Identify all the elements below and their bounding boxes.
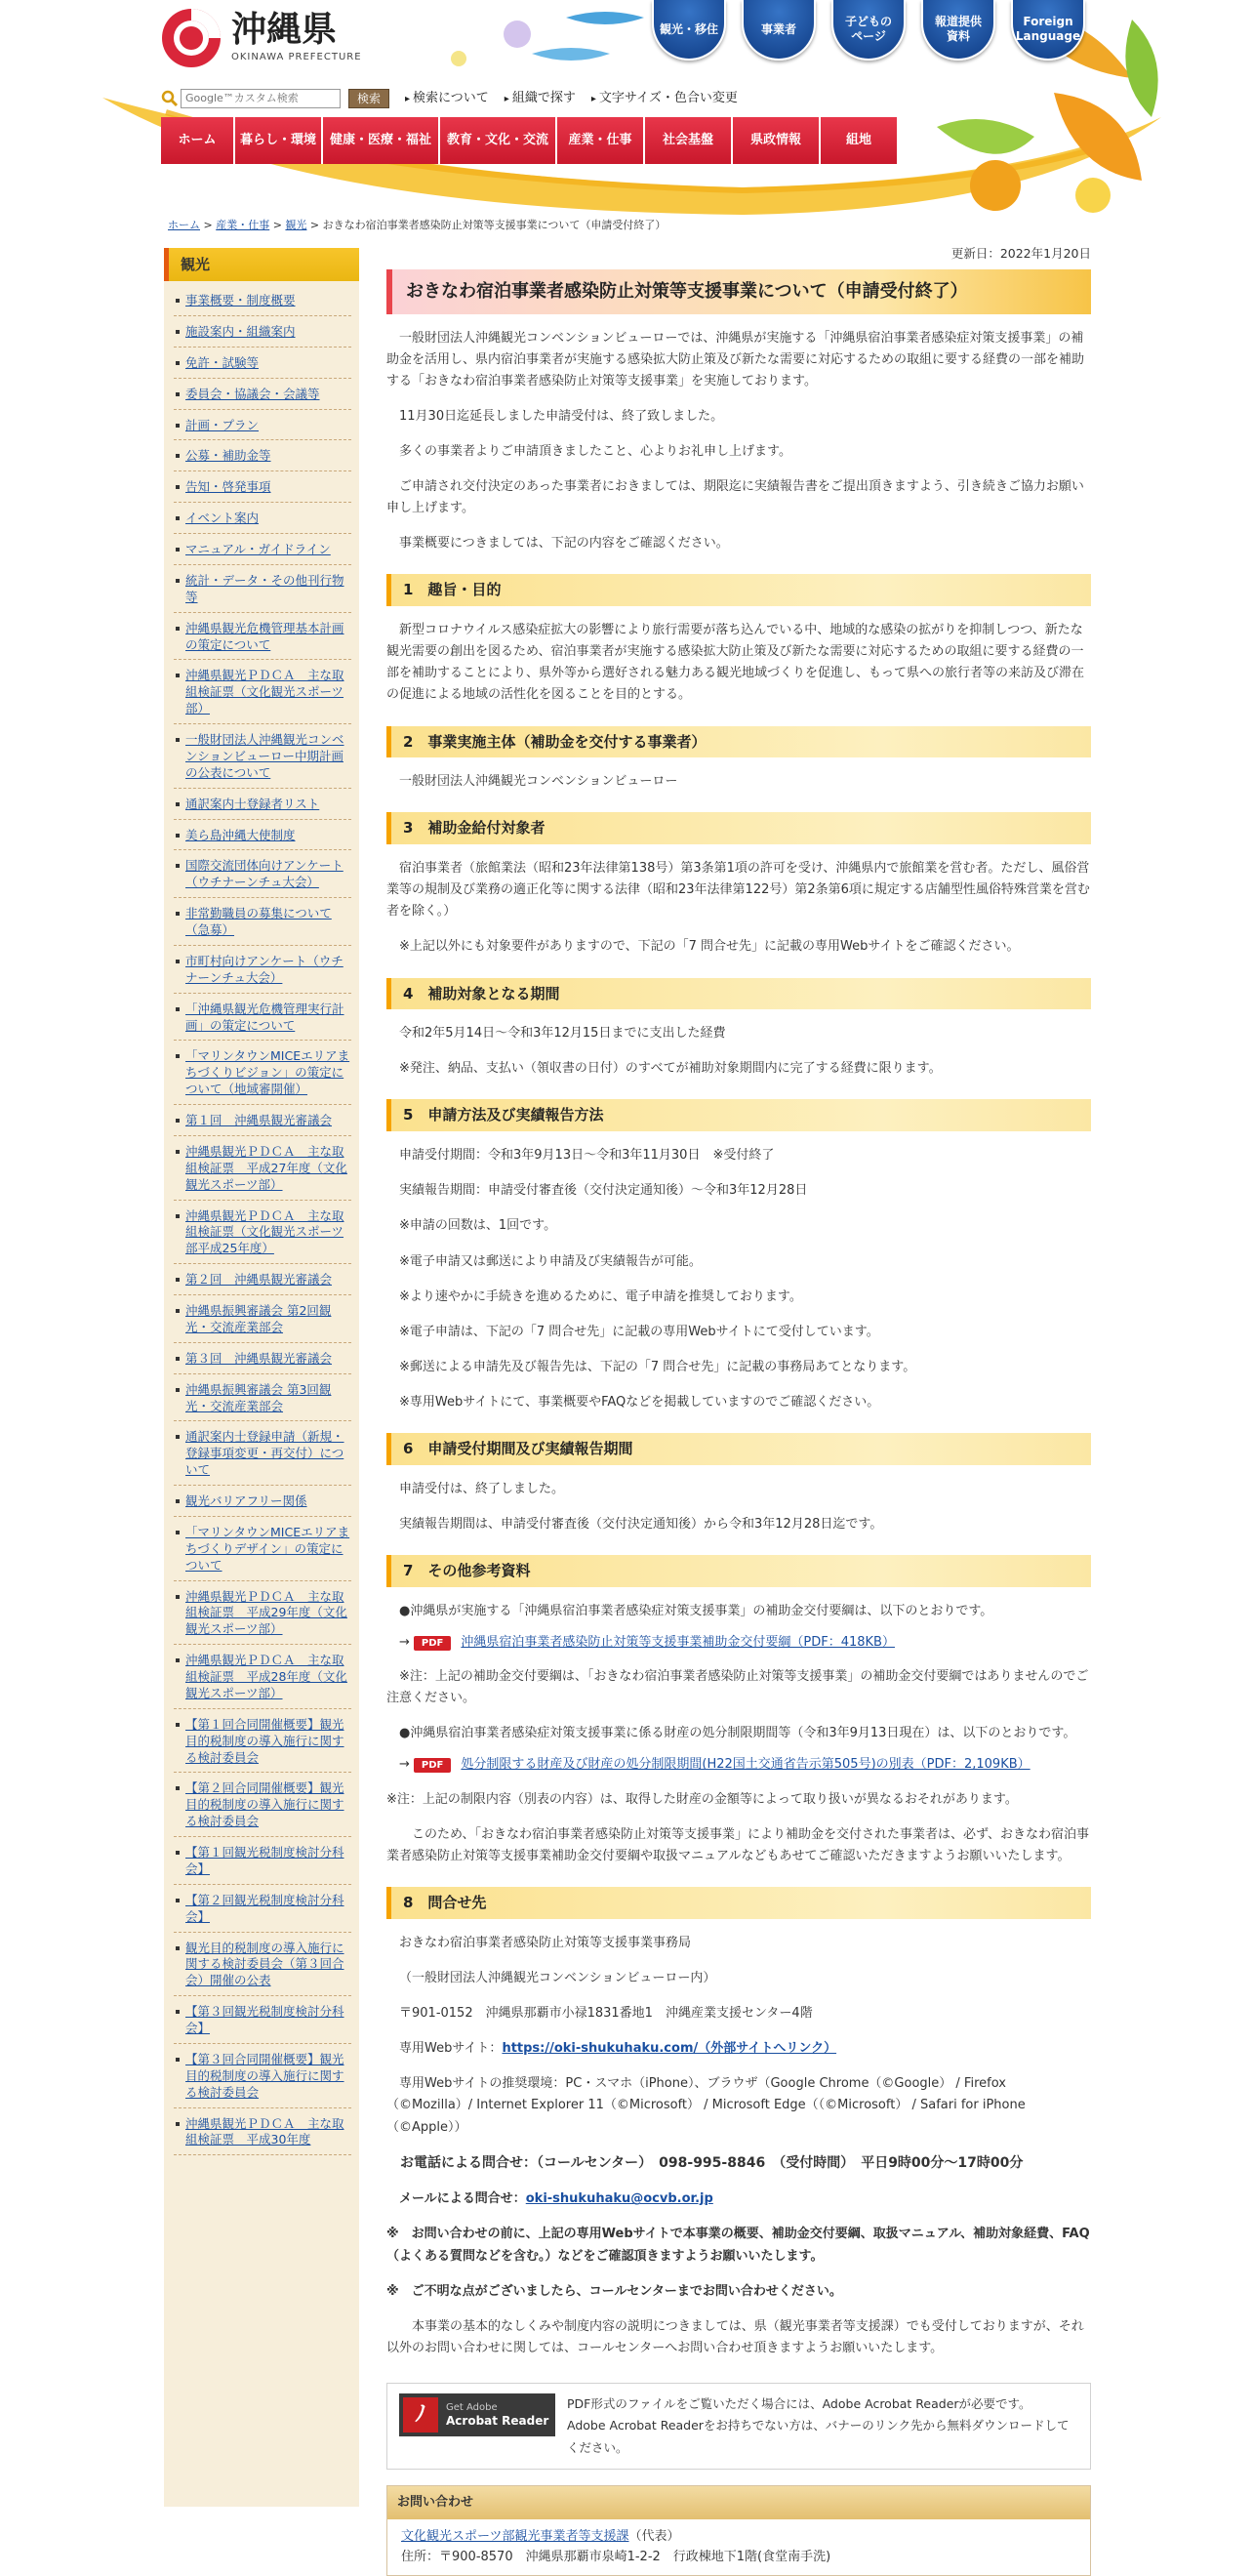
intro-paragraph: 一般財団法人沖縄観光コンベンションビューローでは、沖縄県が実施する「沖縄県宿泊事業者感染症対策支援事業」の補助金を活用し、県内宿泊事業者が実施する感染拡大防止策及び新たな需要に対応するための取組に要する経費の一部を補助する「おきなわ宿泊事業者感染防止対策等支援事業」を実施しております。 bbox=[386, 330, 1085, 388]
sidebar-item-link[interactable]: 【第２回合同開催概要】観光目的税制度の導入施行に関する検討委員会 bbox=[185, 1780, 344, 1829]
sidebar-item-link[interactable]: 沖縄県観光ＰＤＣＡ 主な取組検証票 平成28年度（文化観光スポーツ部） bbox=[185, 1653, 347, 1700]
asset-disposal-pdf-link[interactable]: 処分制限する財産及び財産の処分制限期間(H22国土交通省告示第505号)の別表（PDF：2,109KB） bbox=[461, 1757, 1031, 1773]
okinawa-emblem-icon bbox=[161, 8, 222, 68]
circle-link-press[interactable]: 報道提供 資料 bbox=[921, 0, 995, 61]
sidebar-item bbox=[174, 820, 351, 851]
circle-link-business[interactable]: 事業者 bbox=[742, 0, 816, 61]
section-heading-reception: 6 申請受付期間及び実績報告期間 bbox=[386, 1433, 1091, 1465]
nav-living[interactable]: 暮らし・環境 bbox=[235, 117, 323, 164]
sidebar-item bbox=[174, 660, 351, 724]
sidebar-item bbox=[174, 1837, 351, 1885]
sidebar-item bbox=[174, 1933, 351, 1997]
sidebar-item bbox=[174, 565, 351, 613]
sidebar-item bbox=[174, 503, 351, 534]
breadcrumb-tourism[interactable]: 観光 bbox=[285, 219, 307, 231]
sidebar-item-link[interactable]: 国際交流団体向けアンケート（ウチナーンチュ大会） bbox=[185, 858, 344, 890]
sidebar-item-link[interactable]: 【第１回観光税制度検討分科会】 bbox=[185, 1845, 344, 1876]
sidebar-item-link[interactable]: マニュアル・ガイドライン bbox=[185, 542, 331, 556]
sidebar-item-link[interactable]: 沖縄県観光ＰＤＣＡ 主な取組検証票（文化観光スポーツ部） bbox=[185, 668, 344, 716]
sidebar-item-link[interactable]: 沖縄県振興審議会 第2回観光・交流産業部会 bbox=[185, 1303, 332, 1334]
sidebar-item bbox=[174, 1773, 351, 1837]
sidebar-item bbox=[174, 789, 351, 820]
sidebar-item-link[interactable]: 統計・データ・その他刊行物等 bbox=[185, 572, 344, 604]
contact-phone: お電話による問合せ：（コールセンター） 098-995-8846 （受付時間） 平日9時00分～17時00分 bbox=[400, 2154, 1024, 2171]
sidebar-item bbox=[174, 1885, 351, 1933]
acrobat-icon: ﾉ bbox=[403, 2397, 438, 2433]
circle-link-kids[interactable]: 子どもの ページ bbox=[831, 0, 906, 61]
sidebar-item-link[interactable]: 【第３回観光税制度検討分科会】 bbox=[185, 2004, 344, 2035]
inquiry-title: お問い合わせ bbox=[387, 2486, 1090, 2518]
search-button[interactable]: 検索 bbox=[348, 89, 389, 108]
nav-health[interactable]: 健康・医療・福祉 bbox=[323, 117, 440, 164]
logo-subtitle: OKINAWA PREFECTURE bbox=[231, 51, 362, 62]
contact-website: 専用Webサイト：https://oki-shukuhaku.com/（外部サイトへリンク） bbox=[399, 2041, 837, 2057]
sidebar-item-link[interactable]: 第１回 沖縄県観光審議会 bbox=[185, 1113, 333, 1127]
pdf-icon: PDF bbox=[414, 1636, 451, 1651]
inquiry-box: お問い合わせ 文化観光スポーツ部観光事業者等支援課（代表） 住所：〒900-8570 沖縄県那覇市泉崎1-2-2 行政棟地下1階(食堂南手洗) bbox=[386, 2485, 1091, 2576]
sidebar-item bbox=[174, 1201, 351, 1265]
sidebar-item-link[interactable]: 沖縄県観光危機管理基本計画の策定について bbox=[185, 620, 344, 652]
sidebar-item-link[interactable]: イベント案内 bbox=[185, 511, 260, 526]
section-text: 宿泊事業者（旅館業法（昭和23年法律第138号）第3条第1項の許可を受け、沖縄県内で旅館業を営む者。ただし、風俗営業等の規制及び業務の適正化等に関する法律（昭和23年法律第122号）第2条第6項に規定する店舗型性風俗特殊営業を営む者を除く。） bbox=[386, 861, 1090, 920]
section-text: 新型コロナウイルス感染症拡大の影響により旅行需要が落ち込んでいる中、地域的な感染の拡がりを抑制しつつ、新たな観光需要の創出を図るため、宿泊事業者が実施する感染拡大防止策及び新たな需要に対応するための取組に要する経費の一部を補助することにより、県外等から選好される魅力ある観光地域づくりを促進し、もって県への旅行者等の来訪及び滞在の促進による地域の活性化を図ることを目的とする。 bbox=[386, 623, 1085, 703]
section-line: ※電子申請又は郵送により申請及び実績報告が可能。 bbox=[399, 1253, 702, 1269]
sidebar-item bbox=[174, 1264, 351, 1295]
sidebar-item-link[interactable]: 沖縄県観光ＰＤＣＡ 主な取組検証票 平成30年度 bbox=[185, 2115, 344, 2147]
sidebar-item-link[interactable]: 公募・補助金等 bbox=[185, 448, 271, 464]
sidebar-item-link[interactable]: 通訳案内士登録者リスト bbox=[185, 796, 320, 811]
pdf-link-row: → PDF 処分制限する財産及び財産の処分制限期間(H22国土交通省告示第505号)の別表（PDF：2,109KB） bbox=[386, 1754, 1091, 1775]
sidebar-item bbox=[174, 946, 351, 994]
sidebar-item-link[interactable]: 第２回 沖縄県観光審議会 bbox=[185, 1272, 333, 1288]
contact-address: 〒901-0152 沖縄県那覇市小禄1831番地1 沖縄産業支援センター4階 bbox=[399, 2006, 813, 2022]
contact-text: 本事業の基本的なしくみや制度内容の説明につきましては、県（観光事業者等支援課）でも受付しておりますが、それ以外のお問い合わせに関しては、コールセンターへお問い合わせ頂きますようお願いいたします。 bbox=[386, 2318, 1084, 2355]
section-heading-organizer: 2 事業実施主体（補助金を交付する事業者） bbox=[386, 726, 1091, 758]
font-size-color-link[interactable]: ▸ 文字サイズ・色合い変更 bbox=[591, 88, 738, 108]
acrobat-note: PDF形式のファイルをご覧いただく場合には、Adobe Acrobat Readerが必要です。 bbox=[567, 2395, 1031, 2411]
sidebar-item-link[interactable]: 沖縄県観光ＰＤＣＡ 主な取組検証票 平成29年度（文化観光スポーツ部） bbox=[185, 1588, 347, 1637]
sidebar-item-link[interactable]: 「マリンタウンMICEエリアまちづくりデザイン」の策定について bbox=[185, 1524, 350, 1573]
sidebar-item bbox=[174, 994, 351, 1042]
section-line: 実績報告期間：申請受付審査後（交付決定通知後）～令和3年12月28日 bbox=[399, 1183, 808, 1199]
contact-org-sub: （一般財団法人沖縄観光コンベンションビューロー内） bbox=[399, 1971, 716, 1986]
section-heading-references: 7 その他参考資料 bbox=[386, 1555, 1091, 1587]
search-input[interactable] bbox=[181, 89, 341, 108]
sidebar-item bbox=[174, 1709, 351, 1774]
section-heading-application: 5 申請方法及び実績報告方法 bbox=[386, 1099, 1091, 1131]
sidebar-item bbox=[174, 1421, 351, 1486]
sidebar-item-link[interactable]: 沖縄県観光ＰＤＣＡ 主な取組検証票（文化観光スポーツ部平成25年度） bbox=[185, 1207, 344, 1256]
section-line: ※専用Webサイトにて、事業概要やFAQなどを掲載していますのでご確認ください。 bbox=[399, 1394, 880, 1410]
section-text: このため、「おきなわ宿泊事業者感染防止対策等支援事業」により補助金を交付された事業者は、必ず、おきなわ宿泊事業者感染防止対策等支援事業補助金交付要綱や取扱マニュアルなどもあせてご確認いただきますようお願いいたします。 bbox=[386, 1827, 1089, 1864]
sidebar-item-link[interactable]: 非常勤職員の募集について（急募） bbox=[185, 906, 332, 937]
sidebar-item-link[interactable]: 観光バリアフリー関係 bbox=[185, 1493, 307, 1508]
section-note: ※発注、納品、支払い（領収書の日付）のすべてが補助対象期間内に完了する経費に限ります。 bbox=[399, 1061, 942, 1077]
sidebar-item bbox=[174, 1343, 351, 1374]
main-content bbox=[386, 244, 1091, 2576]
sidebar-item-link[interactable]: 「沖縄県観光危機管理実行計画」の策定について bbox=[185, 1001, 344, 1033]
department-link[interactable]: 文化観光スポーツ部観光事業者等支援課 bbox=[401, 2528, 629, 2544]
section-line: ※電子申請は、下記の「7 問合せ先」に記載の専用Webサイトにて受付しています。 bbox=[399, 1324, 879, 1339]
nav-infrastructure[interactable]: 社会基盤 bbox=[645, 117, 733, 164]
acrobat-banner bbox=[386, 2383, 1091, 2471]
section-text: 一般財団法人沖縄観光コンベンションビューロー bbox=[399, 774, 678, 790]
sidebar-item bbox=[174, 1041, 351, 1105]
sidebar-item-link[interactable]: 市町村向けアンケート（ウチナーンチュ大会） bbox=[185, 953, 344, 985]
sidebar-item bbox=[174, 1517, 351, 1581]
sidebar-item-link[interactable]: 一般財団法人沖縄観光コンベンションビューロー中期計画の公表について bbox=[185, 732, 344, 780]
sidebar-item bbox=[174, 2108, 351, 2156]
section-note: ※上記以外にも対象要件がありますので、下記の「7 問合せ先」に記載の専用Webサイトをご確認ください。 bbox=[399, 939, 1020, 955]
external-website-link[interactable]: https://oki-shukuhaku.com/（外部サイトへリンク） bbox=[502, 2041, 837, 2057]
section-heading-period: 4 補助対象となる期間 bbox=[386, 978, 1091, 1010]
section-heading-purpose: 1 趣旨・目的 bbox=[386, 574, 1091, 606]
intro-paragraph: 事業概要につきましては、下記の内容をご確認ください。 bbox=[399, 536, 729, 552]
breadcrumb-current: おきなわ宿泊事業者感染防止対策等支援事業について（申請受付終了） bbox=[322, 219, 667, 231]
sidebar-item-link[interactable]: 告知・啓発事項 bbox=[185, 479, 271, 495]
contact-org: おきなわ宿泊事業者感染防止対策等支援事業事務局 bbox=[399, 1935, 692, 1950]
section-line: ※郵送による申請先及び報告先は、下記の「7 問合せ先」に記載の事務局あてとなります。 bbox=[399, 1359, 916, 1374]
department-address: 住所：〒900-8570 沖縄県那覇市泉崎1-2-2 行政棟地下1階(食堂南手洗) bbox=[401, 2549, 831, 2564]
contact-warning: ※ お問い合わせの前に、上記の専用Webサイトで本事業の概要、補助金交付要綱、取扱マニュアル、補助対象経費、FAQ（よくある質問などを含む。）などをご確認頂きますようお願いいたします。 bbox=[386, 2227, 1090, 2264]
sidebar-item bbox=[174, 471, 351, 503]
sidebar-item bbox=[174, 316, 351, 348]
sidebar-item-link[interactable]: 【第２回観光税制度検討分科会】 bbox=[185, 1892, 344, 1924]
circle-link-tourism[interactable]: 観光・移住 bbox=[652, 0, 726, 61]
pdf-link-row: → PDF 沖縄県宿泊事業者感染防止対策等支援事業補助金交付要綱（PDF：418KB） bbox=[386, 1632, 1091, 1653]
section-line: ※申請の回数は、1回です。 bbox=[399, 1218, 557, 1234]
sidebar-title: 観光 bbox=[164, 248, 359, 281]
intro-paragraph: 多くの事業者よりご申請頂きましたこと、心よりお礼申し上げます。 bbox=[399, 444, 791, 460]
nav-industry[interactable]: 産業・仕事 bbox=[557, 117, 645, 164]
sidebar-item bbox=[174, 379, 351, 410]
quick-links bbox=[652, 0, 1101, 61]
nav-prefecture-info[interactable]: 県政情報 bbox=[733, 117, 821, 164]
global-nav bbox=[161, 117, 899, 164]
sidebar-item-link[interactable]: 美ら島沖縄大使制度 bbox=[185, 827, 296, 842]
sidebar-item bbox=[174, 1105, 351, 1136]
sidebar-item-link[interactable]: 事業概要・制度概要 bbox=[185, 293, 296, 307]
sidebar-item-link[interactable]: 免許・試験等 bbox=[185, 354, 260, 370]
page-title: おきなわ宿泊事業者感染防止対策等支援事業について（申請受付終了） bbox=[386, 269, 1091, 314]
email-link[interactable]: oki-shukuhaku@ocvb.or.jp bbox=[525, 2191, 713, 2207]
section-line: 申請受付は、終了しました。 bbox=[399, 1481, 565, 1496]
nav-home[interactable]: ホーム bbox=[161, 117, 235, 164]
search-icon bbox=[161, 90, 179, 107]
sidebar-item bbox=[174, 724, 351, 789]
breadcrumb-home[interactable]: ホーム bbox=[168, 219, 200, 231]
org-search-link[interactable]: ▸ 組織で探す bbox=[505, 88, 576, 108]
site-header bbox=[0, 0, 1253, 234]
intro-paragraph: 11月30日迄延長しました申請受付は、終了致しました。 bbox=[399, 408, 724, 424]
acrobat-note: Adobe Acrobat Readerをお持ちでない方は、バナーのリンク先から無料ダウンロードしてください。 bbox=[567, 2418, 1070, 2455]
section-line: ※より速やかに手続きを進めるために、電子申請を推奨しております。 bbox=[399, 1288, 802, 1304]
sidebar-item bbox=[174, 1374, 351, 1422]
contact-mail: メールによる問合せ：oki-shukuhaku@ocvb.or.jp bbox=[399, 2191, 713, 2207]
breadcrumb-industry[interactable]: 産業・仕事 bbox=[216, 219, 270, 231]
sidebar-item-link[interactable]: 第３回 沖縄県観光審議会 bbox=[185, 1350, 333, 1366]
sidebar-item-link[interactable]: 施設案内・組織案内 bbox=[185, 323, 296, 339]
sidebar bbox=[164, 248, 359, 2507]
sidebar-item bbox=[174, 534, 351, 565]
sidebar-menu bbox=[164, 281, 359, 2155]
search-bar bbox=[161, 88, 738, 108]
section-line: 実績報告期間は、申請受付審査後（交付決定通知後）から令和3年12月28日迄です。 bbox=[399, 1516, 883, 1532]
contact-env: 専用Webサイトの推奨環境：PC・スマホ（iPhone）、ブラウザ（Google Chrome（©Google） / Firefox（©Mozilla）/ Internet Explorer 11（©Microsoft） / Microsoft Edge（（©Microsoft） / Safari for iPhone（©Apple）） bbox=[386, 2076, 1026, 2135]
logo-title: 沖縄県 bbox=[231, 8, 338, 50]
updated-date: 更新日：2022年1月20日 bbox=[950, 246, 1091, 261]
section-text: ●沖縄県宿泊事業者感染症対策支援事業に係る財産の処分制限期間等（令和3年9月13日現在）は、以下のとおりです。 bbox=[399, 1726, 1076, 1741]
search-help-link[interactable]: ▸ 検索について bbox=[405, 88, 489, 108]
sidebar-item bbox=[174, 898, 351, 946]
sidebar-item-link[interactable]: 沖縄県観光ＰＤＣＡ 主な取組検証票 平成27年度（文化観光スポーツ部） bbox=[185, 1143, 347, 1192]
nav-education[interactable]: 教育・文化・交流 bbox=[440, 117, 557, 164]
sidebar-item-link[interactable]: 委員会・協議会・会議等 bbox=[185, 386, 320, 401]
sidebar-item-link[interactable]: 【第１回合同開催概要】観光目的税制度の導入施行に関する検討委員会 bbox=[185, 1716, 344, 1765]
sidebar-item bbox=[174, 348, 351, 379]
sidebar-item bbox=[174, 410, 351, 441]
sidebar-item bbox=[174, 850, 351, 898]
pdf-icon: PDF bbox=[414, 1758, 451, 1773]
section-heading-contact: 8 問合せ先 bbox=[386, 1887, 1091, 1919]
section-text: 令和2年5月14日～令和3年12月15日までに支出した経費 bbox=[399, 1026, 726, 1042]
contact-warning: ※ ご不明な点がございましたら、コールセンターまでお問い合わせください。 bbox=[386, 2283, 842, 2299]
sidebar-item-link[interactable]: 通訳案内士登録申請（新規・登録事項変更・再交付）について bbox=[185, 1429, 344, 1478]
circle-link-foreign-language[interactable]: Foreign Language bbox=[1011, 0, 1085, 61]
sidebar-item bbox=[174, 285, 351, 316]
subsidy-guideline-pdf-link[interactable]: 沖縄県宿泊事業者感染防止対策等支援事業補助金交付要綱（PDF：418KB） bbox=[461, 1634, 895, 1650]
sidebar-item-link[interactable]: 【第３回合同開催概要】観光目的税制度の導入施行に関する検討委員会 bbox=[185, 2051, 344, 2100]
sidebar-item-link[interactable]: 沖縄県振興審議会 第3回観光・交流産業部会 bbox=[185, 1381, 332, 1413]
section-heading-eligibility: 3 補助金給付対象者 bbox=[386, 812, 1091, 844]
sidebar-item bbox=[174, 1645, 351, 1709]
sidebar-item-link[interactable]: 「マリンタウンMICEエリアまちづくりビジョン」の策定について（地域審開催） bbox=[185, 1048, 350, 1097]
sidebar-item bbox=[174, 1486, 351, 1517]
intro-paragraph: ご申請され交付決定のあった事業者におきましては、期限迄に実績報告書をご提出頂きますよう、引き続きご協力お願い申し上げます。 bbox=[386, 479, 1084, 516]
site-logo[interactable] bbox=[161, 8, 362, 68]
section-note: ※注：上記の制限内容（別表の内容）は、取得した財産の金額等によって取り扱いが異なるおそれがあります。 bbox=[386, 1791, 1018, 1807]
sidebar-item bbox=[174, 1996, 351, 2044]
sidebar-item bbox=[174, 1581, 351, 1646]
sidebar-item bbox=[174, 613, 351, 661]
sidebar-item bbox=[174, 1136, 351, 1201]
sidebar-item bbox=[174, 2044, 351, 2108]
sidebar-item bbox=[174, 440, 351, 471]
sidebar-item-link[interactable]: 観光目的税制度の導入施行に関する検討委員会（第３回合会）開催の公表 bbox=[185, 1940, 344, 1988]
sidebar-item-link[interactable]: 計画・プラン bbox=[185, 417, 260, 432]
section-note: ※注：上記の補助金交付要綱は、「おきなわ宿泊事業者感染防止対策等支援事業」の補助金交付要綱ではありませんのでご注意ください。 bbox=[386, 1669, 1089, 1706]
sidebar-item bbox=[174, 1295, 351, 1343]
breadcrumb: ホーム > 産業・仕事 > 観光 > おきなわ宿泊事業者感染防止対策等支援事業について（申請受付終了） bbox=[168, 219, 667, 231]
get-acrobat-reader-button[interactable]: ﾉ Get Adobe Acrobat Reader bbox=[399, 2393, 555, 2436]
nav-region[interactable]: 組地 bbox=[821, 117, 899, 164]
section-line: 申請受付期間：令和3年9月13日～令和3年11月30日 ※受付終了 bbox=[399, 1148, 775, 1164]
section-text: ●沖縄県が実施する「沖縄県宿泊事業者感染症対策支援事業」の補助金交付要綱は、以下のとおりです。 bbox=[399, 1603, 993, 1618]
